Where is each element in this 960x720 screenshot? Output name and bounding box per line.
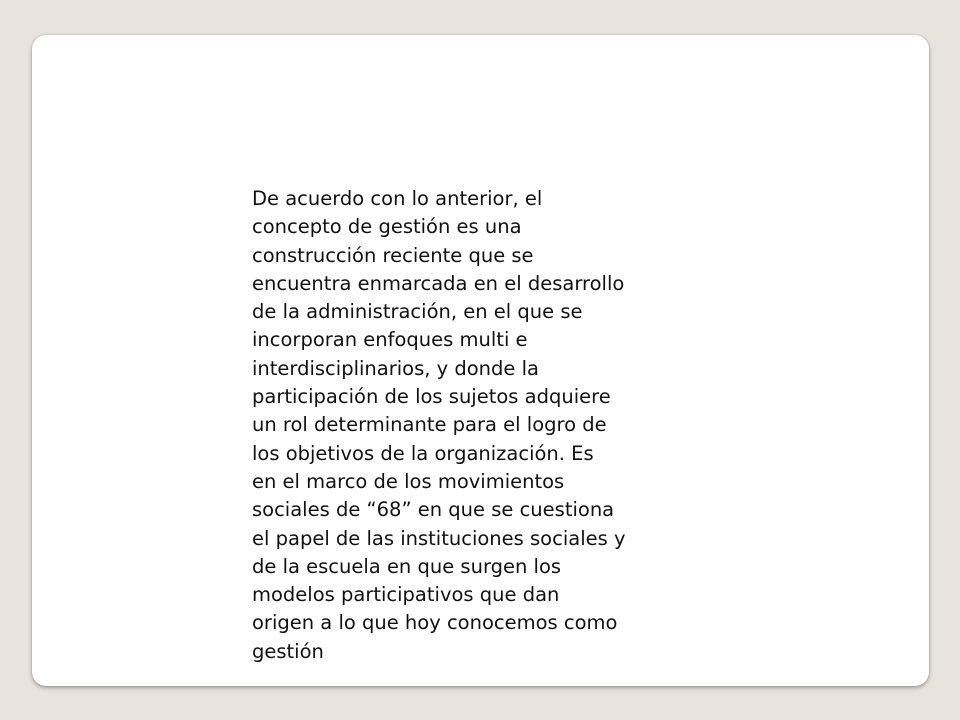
slide-body-text: De acuerdo con lo anterior, el concepto de gestión es una construcción reciente que se encuentra enmarcada en el desarrollo de la administración, en el que se incorporan enfoques multi e interdisciplinarios, y donde la participación de los sujetos adquiere un rol determinante para el logro de los objetivos de la organización. Es en el marco de los movimientos sociales de “68” en que se cuestiona el papel de las instituciones sociales y de la escuela en que surgen los modelos participativos que dan origen a lo que hoy conocemos como gestión (252, 187, 626, 663)
slide-card (32, 35, 929, 686)
